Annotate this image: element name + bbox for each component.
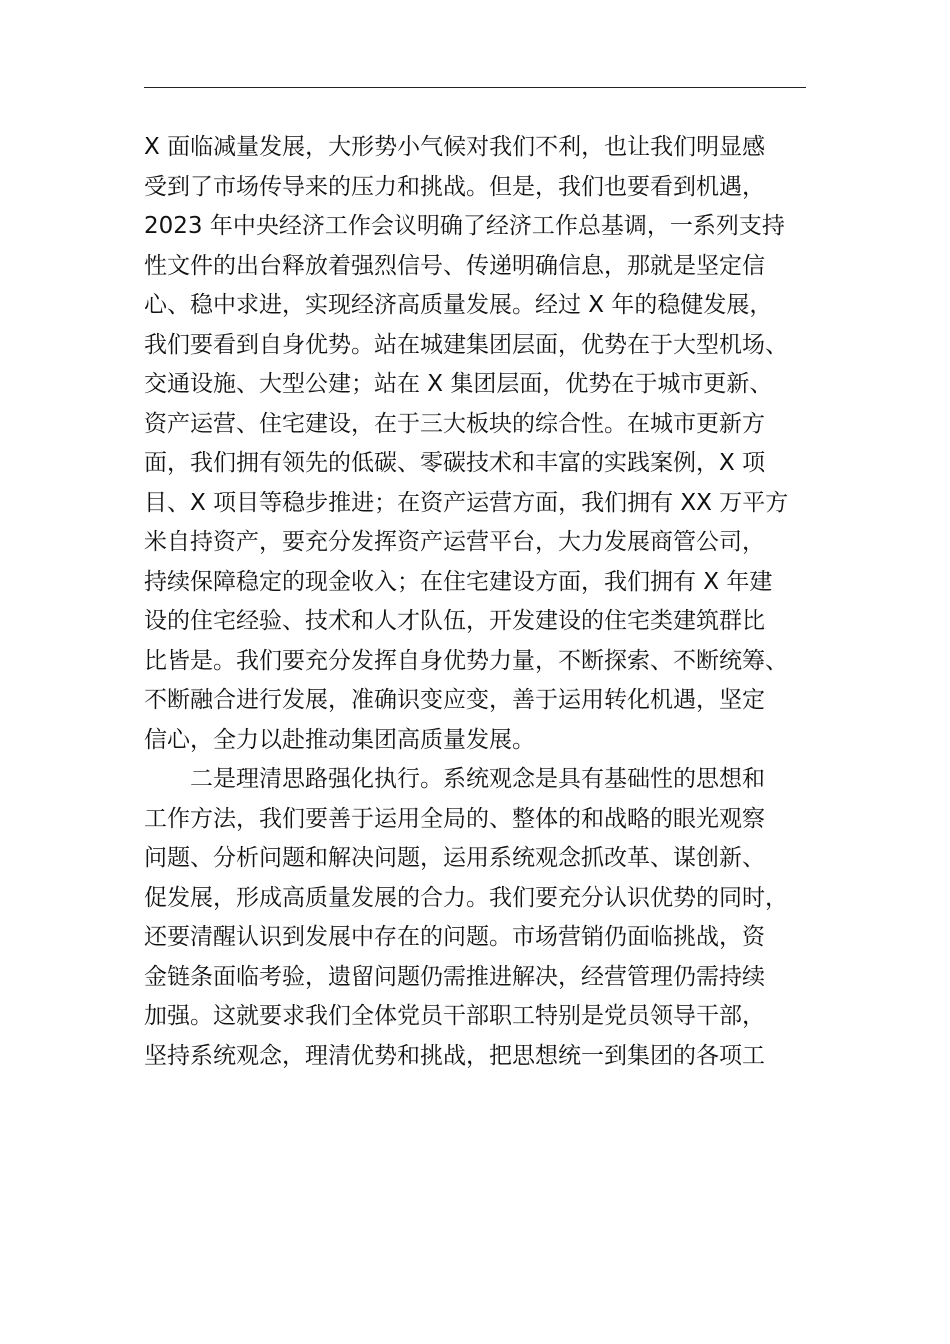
text-line: 2023 年中央经济工作会议明确了经济工作总基调，一系列支持 bbox=[144, 213, 785, 239]
text-line: 还要清醒认识到发展中存在的问题。市场营销仍面临挑战，资 bbox=[144, 924, 765, 950]
text-line: 我们要看到自身优势。站在城建集团层面，优势在于大型机场、 bbox=[144, 331, 788, 358]
text-line: 交通设施、大型公建；站在 X 集团层面，优势在于城市更新、 bbox=[144, 371, 773, 397]
text-line: 问题、分析问题和解决问题，运用系统观念抓改革、谋创新、 bbox=[144, 845, 765, 871]
text-line: 资产运营、住宅建设，在于三大板块的综合性。在城市更新方 bbox=[144, 410, 765, 437]
text-line: 面，我们拥有领先的低碳、零碳技术和丰富的实践案例，X 项 bbox=[144, 450, 766, 476]
paragraph-first-line: 二是理清思路强化执行。系统观念是具有基础性的思想和 bbox=[190, 766, 765, 792]
text-line: 信心，全力以赴推动集团高质量发展。 bbox=[144, 726, 535, 753]
text-line: X 面临减量发展，大形势小气候对我们不利，也让我们明显感 bbox=[144, 134, 766, 160]
text-line: 金链条面临考验，遗留问题仍需推进解决，经营管理仍需持续 bbox=[144, 963, 765, 990]
text-line: 性文件的出台释放着强烈信号、传递明确信息，那就是坚定信 bbox=[144, 252, 765, 279]
text-line: 不断融合进行发展，准确识变应变，善于运用转化机遇，坚定 bbox=[144, 687, 765, 713]
document-body bbox=[144, 128, 808, 1076]
text-line: 坚持系统观念，理清优势和挑战，把思想统一到集团的各项工 bbox=[144, 1042, 765, 1069]
text-line: 受到了市场传导来的压力和挑战。但是，我们也要看到机遇， bbox=[144, 173, 765, 200]
text-line: 比皆是。我们要充分发挥自身优势力量，不断探索、不断统筹、 bbox=[144, 647, 788, 674]
text-line: 米自持资产，要充分发挥资产运营平台，大力发展商管公司， bbox=[144, 529, 765, 555]
text-line: 促发展，形成高质量发展的合力。我们要充分认识优势的同时， bbox=[144, 884, 788, 911]
text-line: 加强。这就要求我们全体党员干部职工特别是党员领导干部， bbox=[144, 1003, 765, 1029]
text-line: 设的住宅经验、技术和人才队伍，开发建设的住宅类建筑群比 bbox=[144, 608, 765, 634]
text-line: 目、X 项目等稳步推进；在资产运营方面，我们拥有 XX 万平方 bbox=[144, 489, 789, 516]
text-line: 心、稳中求进，实现经济高质量发展。经过 X 年的稳健发展， bbox=[144, 292, 773, 318]
text-line: 持续保障稳定的现金收入；在住宅建设方面，我们拥有 X 年建 bbox=[144, 568, 773, 595]
header-rule bbox=[144, 87, 806, 88]
text-line: 工作方法，我们要善于运用全局的、整体的和战略的眼光观察 bbox=[144, 805, 765, 832]
